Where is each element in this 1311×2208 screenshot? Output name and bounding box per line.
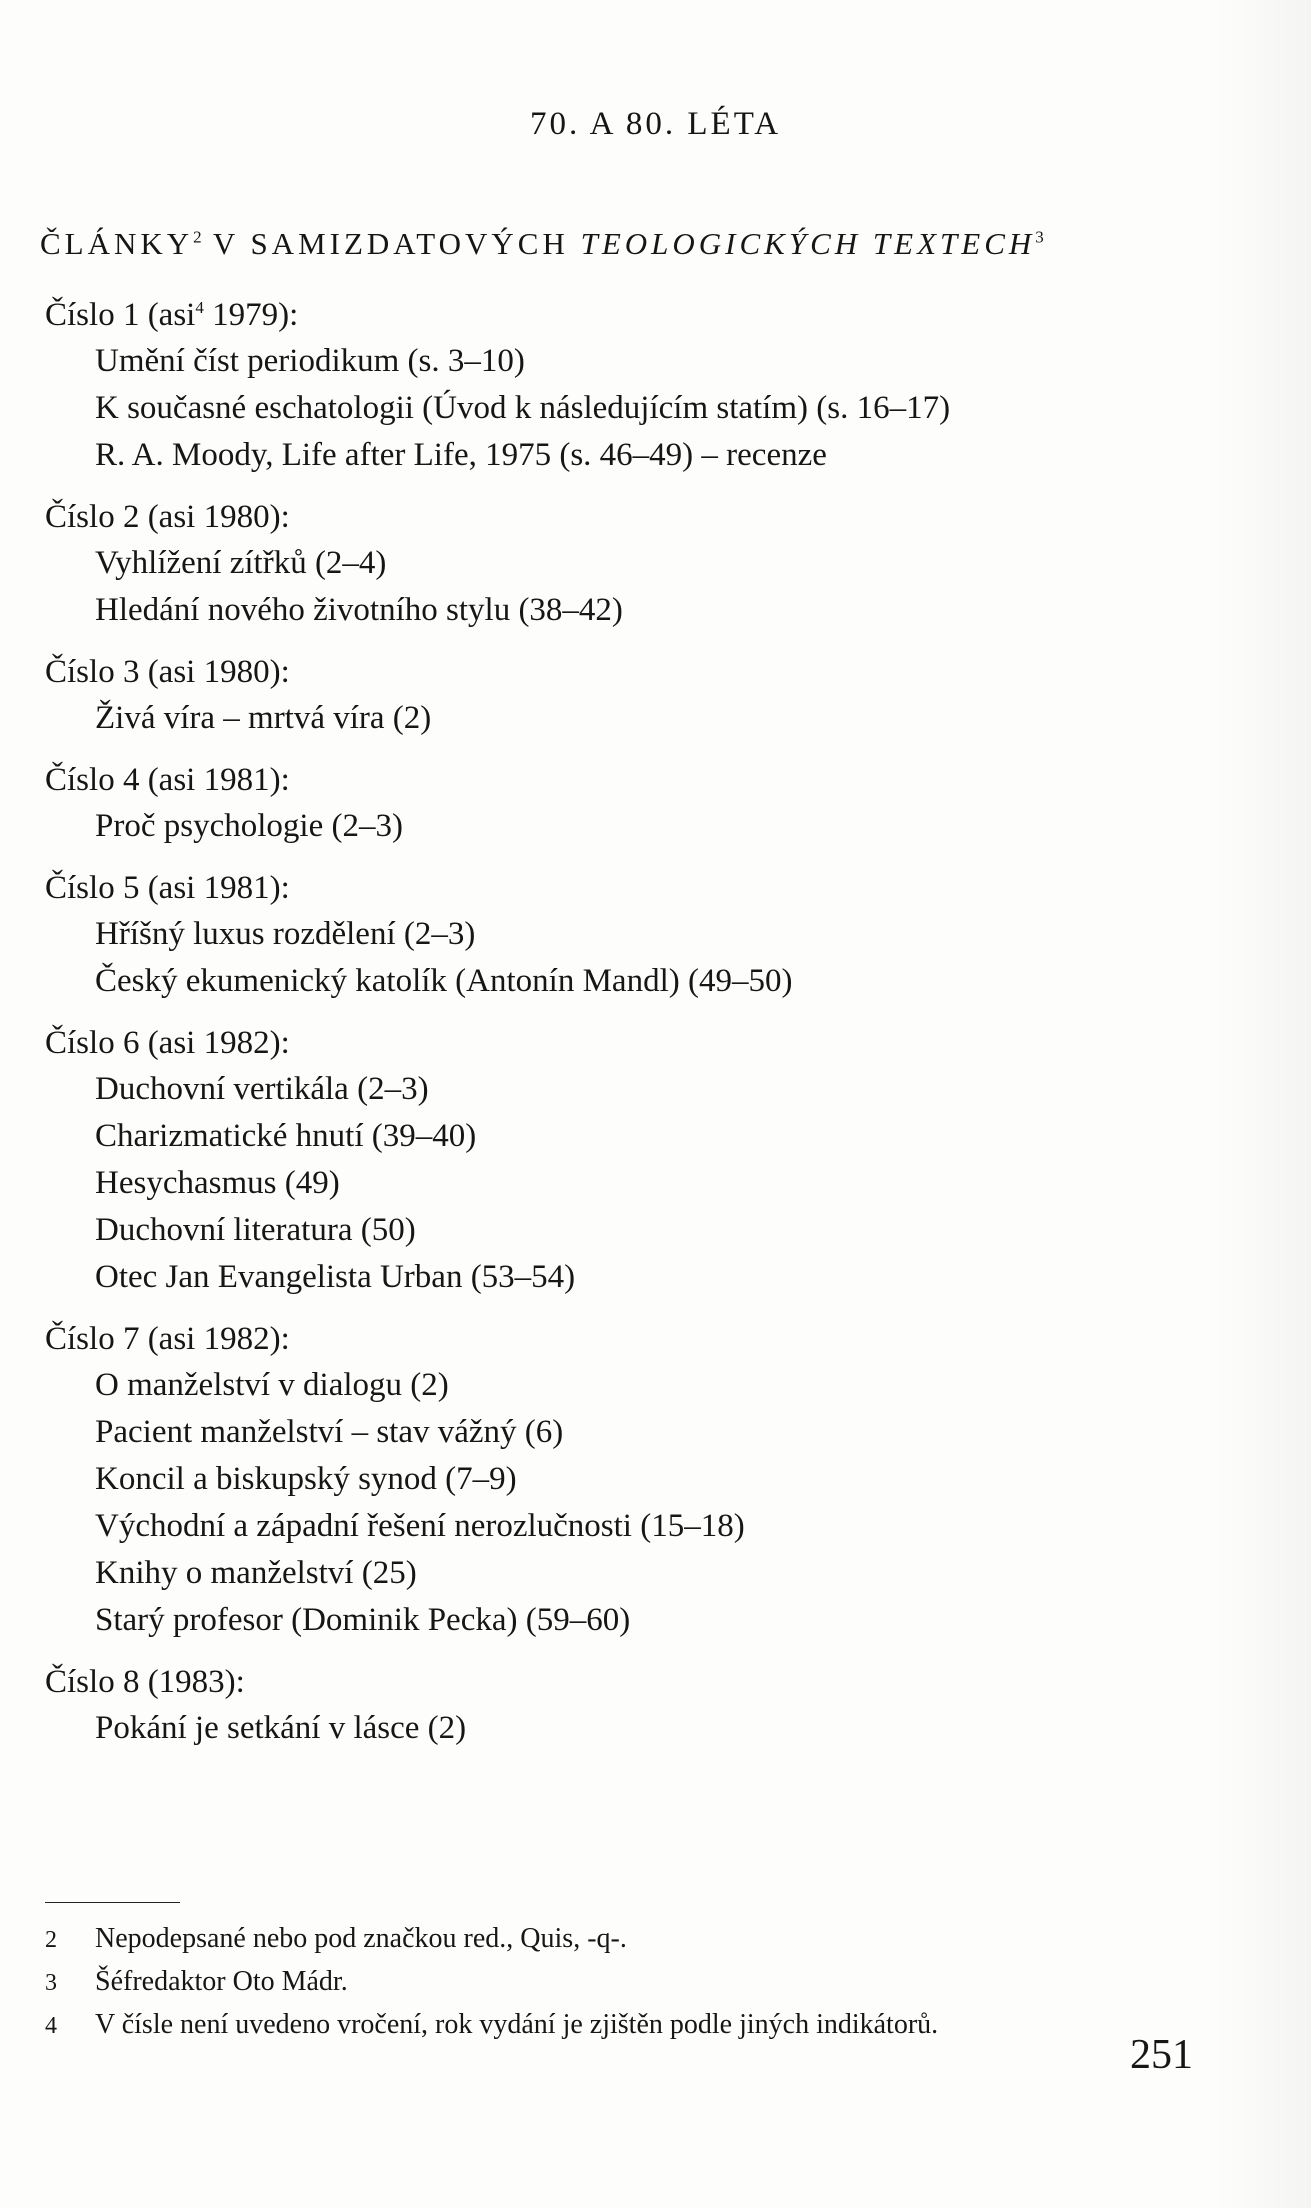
page-number: 251 bbox=[1130, 2032, 1193, 2078]
issue-list bbox=[45, 292, 1245, 1767]
issue-block bbox=[45, 1020, 1245, 1301]
article-entry: Český ekumenický katolík (Antonín Mandl) (49–50) bbox=[95, 963, 793, 999]
article-entry: Vyhlížení zítřků (2–4) bbox=[95, 545, 387, 581]
issue-block bbox=[45, 757, 1245, 850]
article-entry: O manželství v dialogu (2) bbox=[95, 1367, 449, 1403]
issue-block bbox=[45, 649, 1245, 742]
article-entry: K současné eschatologii (Úvod k následujícím statím) (s. 16–17) bbox=[95, 390, 951, 426]
issue-title: Číslo 4 (asi 1981): bbox=[45, 762, 290, 798]
heading-part-2: V SAMIZDATOVÝCH bbox=[201, 226, 581, 261]
footnote-4 bbox=[45, 2004, 1265, 2047]
article-list bbox=[45, 695, 1245, 742]
issue-title: Číslo 5 (asi 1981): bbox=[45, 870, 290, 906]
issue-block bbox=[45, 494, 1245, 634]
article-list bbox=[45, 803, 1245, 850]
footnote-text: Šéfredaktor Oto Mádr. bbox=[95, 1966, 348, 1997]
article-entry: Hříšný luxus rozdělení (2–3) bbox=[95, 916, 476, 952]
footnote-number: 2 bbox=[45, 1927, 57, 1953]
article-entry: Knihy o manželství (25) bbox=[95, 1555, 417, 1591]
footnote-number: 3 bbox=[45, 1970, 57, 1996]
article-list bbox=[45, 911, 1245, 1005]
article-list bbox=[45, 540, 1245, 634]
article-list bbox=[45, 1066, 1245, 1301]
footnote-ref-4: 4 bbox=[195, 298, 204, 317]
article-entry: Duchovní literatura (50) bbox=[95, 1212, 416, 1248]
article-entry: Umění číst periodikum (s. 3–10) bbox=[95, 343, 525, 379]
footnote-ref-3: 3 bbox=[1035, 227, 1044, 247]
article-entry: Hesychasmus (49) bbox=[95, 1165, 340, 1201]
article-list bbox=[45, 338, 1245, 479]
issue-title: Číslo 8 (1983): bbox=[45, 1664, 245, 1700]
issue-title-year: 1979): bbox=[203, 297, 299, 333]
issue-title: Číslo 2 (asi 1980): bbox=[45, 499, 290, 535]
running-head: 70. A 80. LÉTA bbox=[529, 106, 782, 142]
article-entry: Pacient manželství – stav vážný (6) bbox=[95, 1414, 564, 1450]
issue-title bbox=[45, 292, 1245, 338]
article-list bbox=[45, 1362, 1245, 1644]
article-entry: Starý profesor (Dominik Pecka) (59–60) bbox=[95, 1602, 631, 1638]
footnotes bbox=[45, 1918, 1265, 2047]
footnote-number: 4 bbox=[45, 2013, 57, 2039]
issue-title-text: Číslo 1 (asi bbox=[45, 297, 196, 333]
footnote-text: V čísle není uvedeno vročení, rok vydání je zjištěn podle jiných indikátorů. bbox=[95, 2009, 939, 2040]
footnote-2 bbox=[45, 1918, 1265, 1961]
heading-part-1: ČLÁNKY bbox=[40, 226, 194, 261]
heading-italic: TEOLOGICKÝCH TEXTECH bbox=[580, 226, 1036, 261]
issue-title: Číslo 6 (asi 1982): bbox=[45, 1025, 290, 1061]
article-entry: Koncil a biskupský synod (7–9) bbox=[95, 1461, 517, 1497]
footnote-text: Nepodepsané nebo pod značkou red., Quis, -q-. bbox=[95, 1923, 627, 1954]
article-entry: Otec Jan Evangelista Urban (53–54) bbox=[95, 1259, 576, 1295]
section-heading bbox=[40, 226, 1280, 262]
article-entry: Pokání je setkání v lásce (2) bbox=[95, 1710, 467, 1746]
article-entry: Hledání nového životního stylu (38–42) bbox=[95, 592, 623, 628]
article-list bbox=[45, 1705, 1245, 1752]
footnote-3 bbox=[45, 1961, 1265, 2004]
issue-block bbox=[45, 1659, 1245, 1752]
issue-block bbox=[45, 292, 1245, 479]
article-entry: Duchovní vertikála (2–3) bbox=[95, 1071, 429, 1107]
footnote-ref-2: 2 bbox=[193, 227, 202, 247]
issue-title: Číslo 7 (asi 1982): bbox=[45, 1321, 290, 1357]
issue-title: Číslo 3 (asi 1980): bbox=[45, 654, 290, 690]
article-entry: R. A. Moody, Life after Life, 1975 (s. 46–49) – recenze bbox=[95, 437, 827, 473]
issue-block bbox=[45, 1316, 1245, 1644]
footnote-divider bbox=[45, 1902, 180, 1903]
issue-block bbox=[45, 865, 1245, 1005]
article-entry: Charizmatické hnutí (39–40) bbox=[95, 1118, 477, 1154]
article-entry: Východní a západní řešení nerozlučnosti (15–18) bbox=[95, 1508, 745, 1544]
article-entry: Živá víra – mrtvá víra (2) bbox=[95, 700, 432, 736]
article-entry: Proč psychologie (2–3) bbox=[95, 808, 403, 844]
